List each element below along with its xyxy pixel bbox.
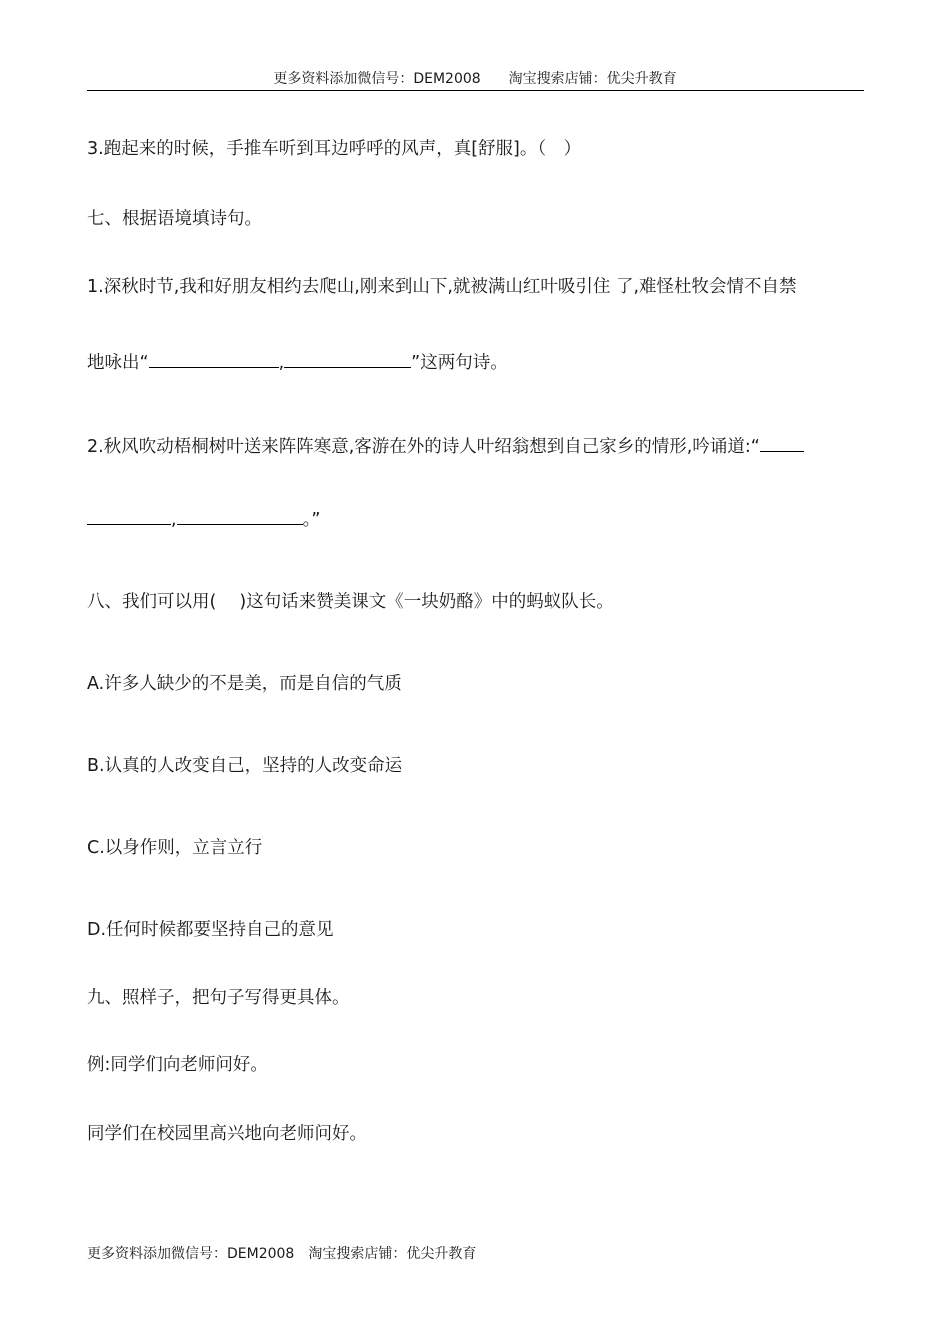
option-d: D.任何时候都要坚持自己的意见 xyxy=(87,920,334,940)
item-1-separator: , xyxy=(278,353,285,373)
item-2-suffix: 。” xyxy=(302,510,321,530)
question-3: 3.跑起来的时候，手推车听到耳边呼呼的风声，真[舒服]。（ ） xyxy=(87,139,582,159)
item-2-text: 2.秋风吹动梧桐树叶送来阵阵寒意,客游在外的诗人叶绍翁想到自己家乡的情形,吟诵道:“ xyxy=(87,437,760,457)
answer-blank-4[interactable] xyxy=(177,507,303,525)
item-1-suffix: ”这两句诗。 xyxy=(411,353,508,373)
option-b: B.认真的人改变自己，坚持的人改变命运 xyxy=(87,756,403,776)
example-answer: 同学们在校园里高兴地向老师问好。 xyxy=(87,1124,367,1144)
header-divider xyxy=(87,90,864,91)
page-footer: 更多资料添加微信号：DEM2008 淘宝搜索店铺：优尖升教育 xyxy=(87,1246,477,1262)
section-7-item-1-line-1: 1.深秋时节,我和好朋友相约去爬山,刚来到山下,就被满山红叶吸引住 了,难怪杜牧会情不自禁 xyxy=(87,277,797,297)
answer-blank-1[interactable] xyxy=(149,350,279,368)
option-a: A.许多人缺少的不是美，而是自信的气质 xyxy=(87,674,402,694)
section-7-item-2-line-2 xyxy=(87,507,320,532)
section-8-title: 八、我们可以用( )这句话来赞美课文《一块奶酪》中的蚂蚁队长。 xyxy=(87,592,614,612)
option-c: C.以身作则，立言立行 xyxy=(87,838,263,858)
section-7-item-1-line-2 xyxy=(87,350,508,375)
answer-blank-2[interactable] xyxy=(284,350,411,368)
item-2-separator: , xyxy=(171,510,177,530)
item-1-prefix: 地咏出“ xyxy=(87,353,149,373)
answer-blank-3-start[interactable] xyxy=(760,434,804,452)
page-header: 更多资料添加微信号：DEM2008 淘宝搜索店铺：优尖升教育 xyxy=(273,71,677,87)
section-7-item-2-line-1 xyxy=(87,434,804,459)
example-label: 例:同学们向老师问好。 xyxy=(87,1055,268,1075)
section-7-title: 七、根据语境填诗句。 xyxy=(87,209,262,229)
answer-blank-3-end[interactable] xyxy=(87,507,171,525)
section-9-title: 九、照样子，把句子写得更具体。 xyxy=(87,988,350,1008)
